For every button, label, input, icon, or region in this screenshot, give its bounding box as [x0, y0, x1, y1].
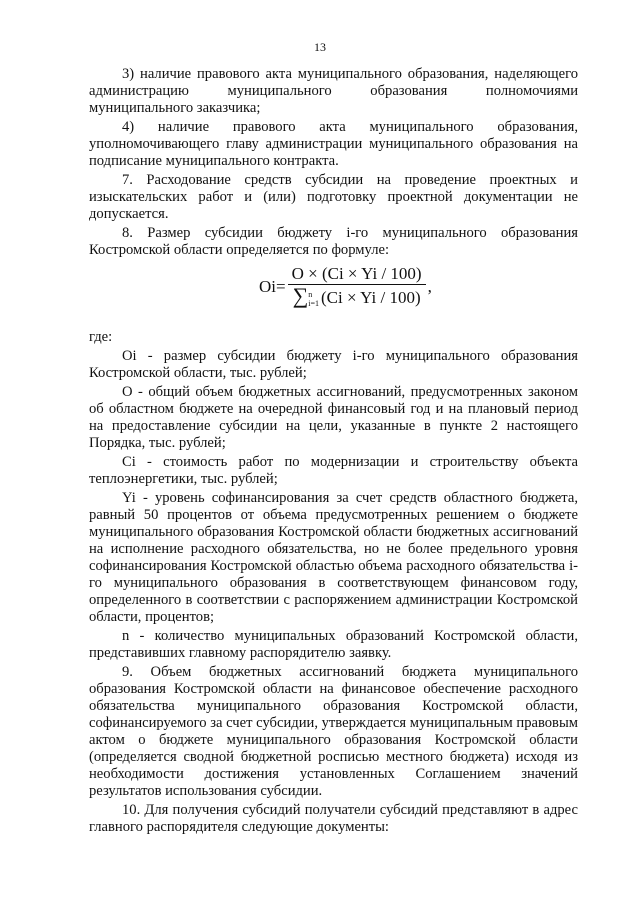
definition-n: n - количество муниципальных образований Костромской области, представивших главному распорядителю заявку.: [89, 628, 578, 661]
subsidy-formula: [259, 265, 432, 308]
paragraph-clause-8: 8. Размер субсидии бюджету i-го муниципального образования Костромской области определяется по формуле:: [89, 225, 578, 258]
formula-fraction: [288, 265, 426, 308]
paragraph-clause-7: 7. Расходование средств субсидии на проведение проектных и изыскательских работ и (или) подготовку проектной документации не допускается.: [89, 172, 578, 222]
paragraph-item-4: 4) наличие правового акта муниципального образования, уполномочивающего главу администрации муниципального образования на подписание муниципального контракта.: [89, 119, 578, 169]
formula-lhs: Oi=: [259, 277, 286, 297]
paragraph-clause-9: 9. Объем бюджетных ассигнований бюджета муниципального образования Костромской области на финансовое обеспечение расходного обязательства муниципального образования Костромской области, софинансируемого за счет субсидии, утверждается муниципальным правовым актом о бюджете муниципального образования Костромской области (определяется сводной бюджетной росписью местного бюджета) исходя из необходимости достижения установленных Соглашением значений результатов использования субсидии.: [89, 664, 578, 799]
definition-ci: Ci - стоимость работ по модернизации и строительству объекта теплоэнергетики, тыс. рублей;: [89, 454, 578, 487]
sigma-symbol: ∑: [292, 283, 309, 308]
paragraph-clause-10: 10. Для получения субсидий получатели субсидий представляют в адрес главного распорядителя следующие документы:: [89, 802, 578, 835]
definition-o: O - общий объем бюджетных ассигнований, предусмотренных законом об областном бюджете на очередной финансовый год и на плановый период на предоставление субсидии на цели, указанные в пункте 2 настоящего Порядка, тыс. рублей;: [89, 384, 578, 451]
document-body: [89, 66, 578, 838]
sum-lower-limit: i=1: [308, 299, 319, 309]
page-number: 13: [314, 40, 326, 54]
formula-denominator: [293, 285, 421, 308]
paragraph-item-3: 3) наличие правового акта муниципального образования, наделяющего администрацию муниципального образования полномочиями муниципального заказчика;: [89, 66, 578, 116]
formula-denominator-expression: (Ci × Yi / 100): [320, 288, 421, 307]
where-label: где:: [89, 329, 113, 345]
formula-numerator: O × (Ci × Yi / 100): [288, 265, 426, 285]
definition-oi: Oi - размер субсидии бюджету i-го муниципального образования Костромской области, тыс. рублей;: [89, 348, 578, 381]
formula-block: [89, 265, 578, 317]
definition-yi: Yi - уровень софинансирования за счет средств областного бюджета, равный 50 процентов от объема предусмотренных решением о бюджете муниципального образования Костромской области бюджетных ассигнований на исполнение расходного обязательства, но не более предельного уровня софинансирования Костромской областью объема расходного обязательства i-го муниципального образования в соответствующем финансовом году, определенного в соответствии с распоряжением администрации Костромской области, процентов;: [89, 490, 578, 625]
sum-upper-limit: n: [308, 290, 313, 300]
formula-trailing-comma: ,: [427, 277, 432, 297]
sum-limits: [308, 290, 319, 308]
